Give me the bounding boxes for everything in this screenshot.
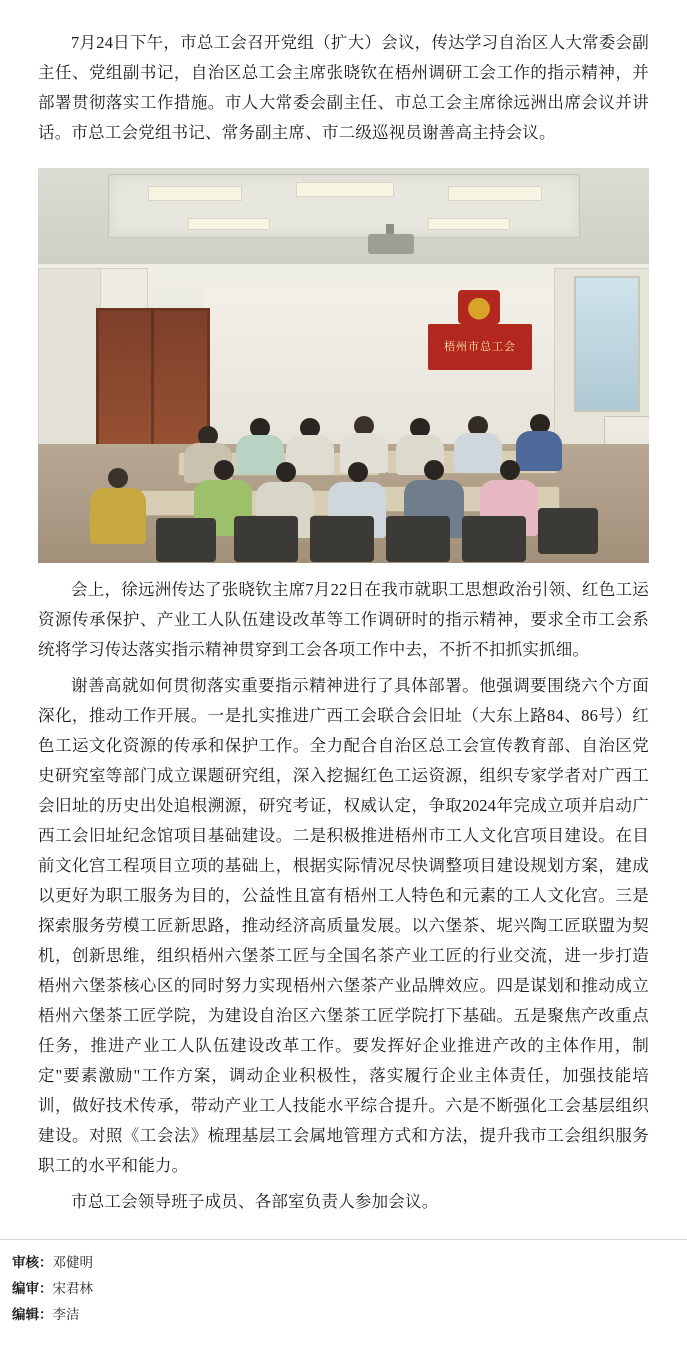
attendee bbox=[424, 460, 444, 480]
footer-editor-label: 编辑： bbox=[12, 1307, 53, 1322]
footer-editor-in-chief-value: 宋君林 bbox=[52, 1281, 93, 1296]
paragraph-1: 7月24日下午，市总工会召开党组（扩大）会议，传达学习自治区人大常委会副主任、党组副书记，自治区总工会主席张晓钦在梧州调研工会工作的指示精神，并部署贯彻落实工作措施。市人大常委会副主任、市总工会主席徐远洲出席会议并讲话。市总工会党组书记、常务副主席、市二级巡视员谢善高主持会议。 bbox=[38, 33, 649, 142]
footer-reviewer-value: 邓健明 bbox=[52, 1255, 93, 1270]
paragraph-4: 市总工会领导班子成员、各部室负责人参加会议。 bbox=[71, 1192, 439, 1211]
footer-editor-value: 李洁 bbox=[52, 1307, 80, 1322]
footer-editor-in-chief bbox=[12, 1276, 675, 1302]
ceiling-light-icon bbox=[188, 218, 270, 230]
union-emblem-icon bbox=[458, 290, 500, 324]
paragraph-2: 会上，徐远洲传达了张晓钦主席7月22日在我市就职工思想政治引领、红色工运资源传承保护、产业工人队伍建设改革等工作调研时的指示精神，要求全市工会系统将学习传达落实指示精神贯穿到工会各项工作中去，不折不扣抓实抓细。 bbox=[38, 580, 649, 659]
attendee bbox=[214, 460, 234, 480]
chair bbox=[234, 516, 298, 562]
ceiling-light-icon bbox=[296, 182, 394, 197]
chair bbox=[386, 516, 450, 562]
footer-editor bbox=[12, 1302, 675, 1328]
attendee bbox=[348, 462, 368, 482]
footer-reviewer bbox=[12, 1250, 675, 1276]
wall-panel bbox=[38, 268, 102, 446]
attendee bbox=[90, 488, 146, 544]
photo-canvas bbox=[38, 168, 649, 563]
paragraph-3: 谢善高就如何贯彻落实重要指示精神进行了具体部署。他强调要围绕六个方面深化，推动工作开展。一是扎实推进广西工会联合会旧址（大东上路84、86号）红色工运文化资源的传承和保护工作。全力配合自治区总工会宣传教育部、自治区党史研究室等部门成立课题研究组，深入挖掘红色工运资源，组织专家学者对广西工会旧址的历史出处追根溯源，研究考证，权威认定，争取2024年完成立项并启动广西工会旧址纪念馆项目基础建设。二是积极推进梧州市工人文化宫项目建设。在目前文化宫工程项目立项的基础上，根据实际情况尽快调整项目建设规划方案，建成以更好为职工服务为目的，公益性且富有梧州工人特色和元素的工人文化宫。三是探索服务劳模工匠新思路，推动经济高质量发展。以六堡茶、坭兴陶工匠联盟为契机，创新思维，组织梧州六堡茶工匠与全国名茶产业工匠的行业交流，进一步打造梧州六堡茶核心区的同时努力实现梧州六堡茶产业品牌效应。四是谋划和推动成立梧州六堡茶工匠学院，为建设自治区六堡茶工匠学院打下基础。五是聚焦产改重点任务，推进产业工人队伍建设改革工作。要发挥好企业推进产改的主体作用，制定"要素激励"工作方案，调动企业积极性，落实履行企业主体责任，加强技能培训，做好技术传承，带动产业工人技能水平综合提升。六是不断强化工会基层组织建设。对照《工会法》梳理基层工会属地管理方式和方法，提升我市工会组织服务职工的水平和能力。 bbox=[38, 676, 649, 1175]
chair bbox=[538, 508, 598, 554]
ceiling-light-icon bbox=[148, 186, 242, 201]
ceiling-light-icon bbox=[448, 186, 542, 201]
chair bbox=[462, 516, 526, 562]
attendee bbox=[276, 462, 296, 482]
attendee bbox=[454, 433, 502, 473]
door bbox=[96, 308, 210, 464]
footer-editor-in-chief-label: 编审： bbox=[12, 1281, 53, 1296]
meeting-banner: 梧州市总工会 bbox=[428, 324, 532, 370]
projector-icon bbox=[368, 234, 414, 254]
attendee bbox=[500, 460, 520, 480]
ceiling-light-icon bbox=[428, 218, 510, 230]
article-footer bbox=[0, 1239, 687, 1340]
chair bbox=[310, 516, 374, 562]
window bbox=[574, 276, 640, 412]
attendee bbox=[516, 431, 562, 471]
footer-reviewer-label: 审核： bbox=[12, 1255, 53, 1270]
attendee bbox=[108, 468, 128, 488]
meeting-room-photo bbox=[38, 168, 649, 563]
chair bbox=[156, 518, 216, 562]
